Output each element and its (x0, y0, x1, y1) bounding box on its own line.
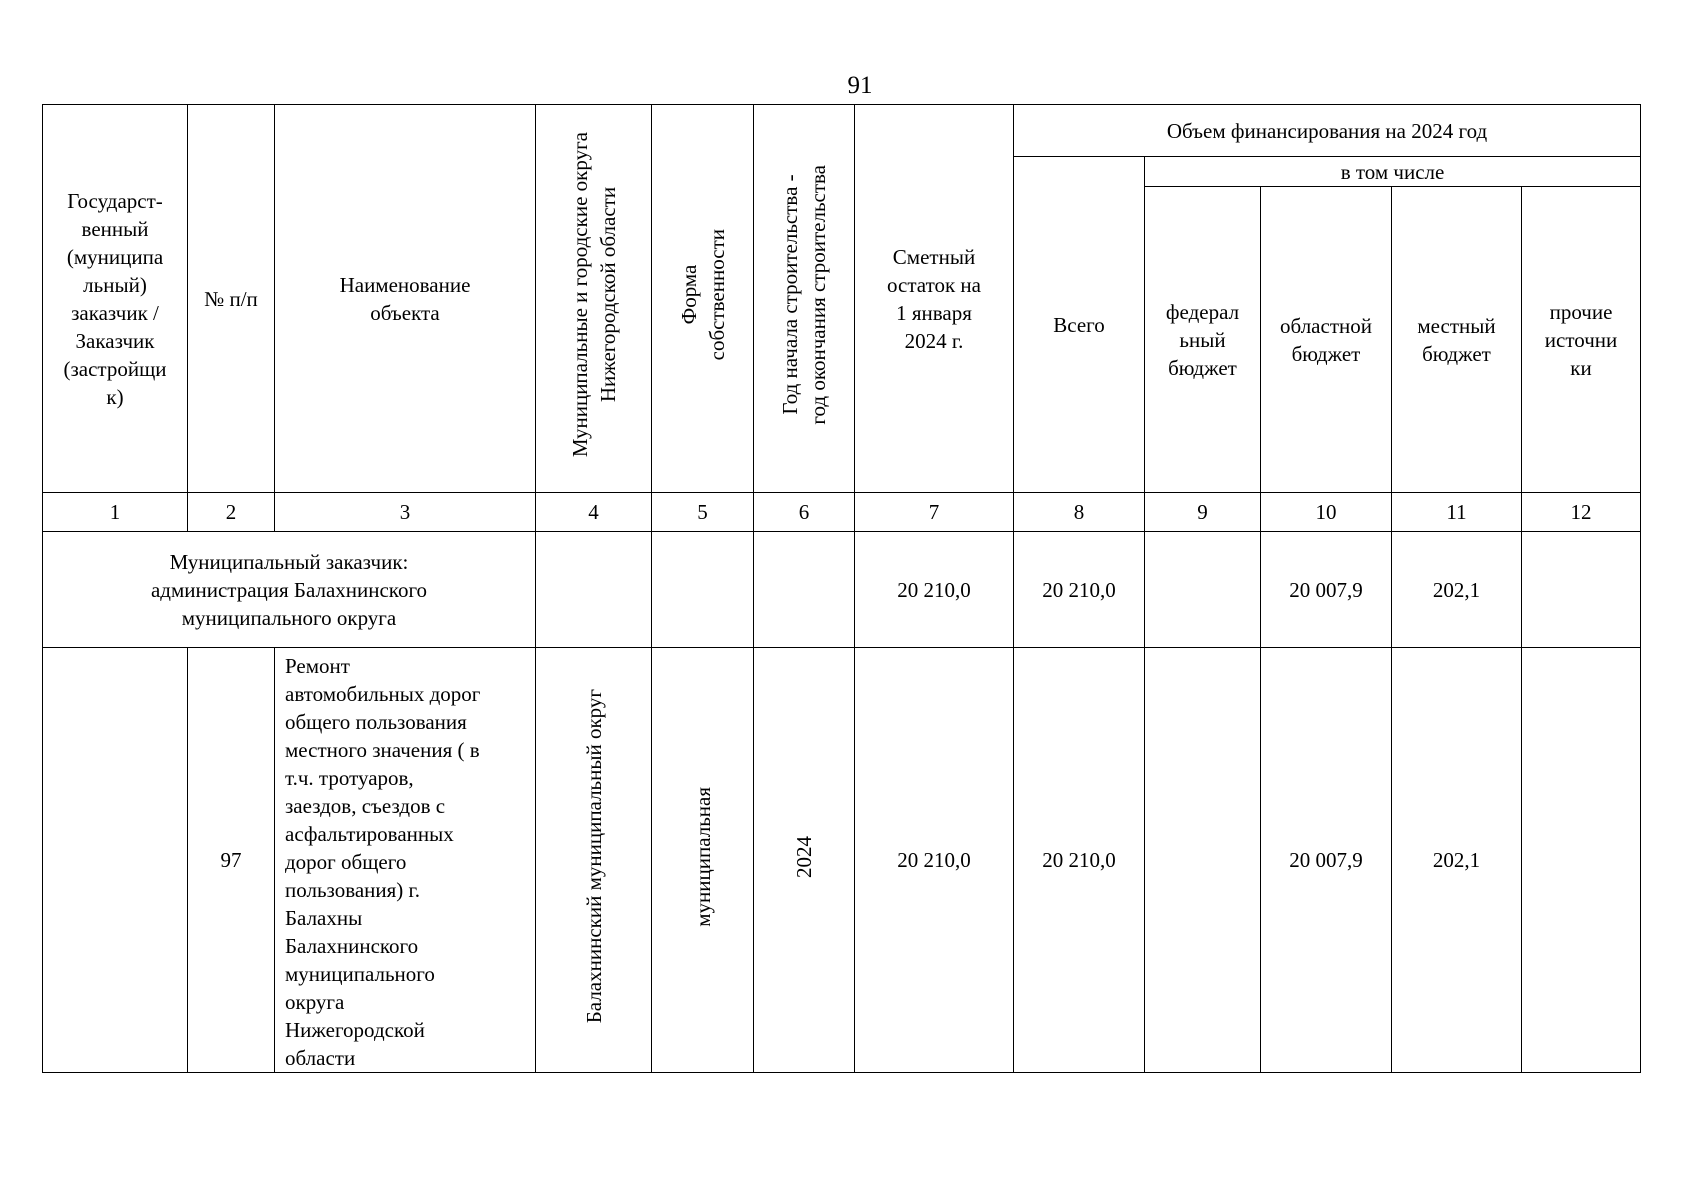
object-row (43, 648, 1641, 1073)
object-other (1522, 648, 1641, 1073)
column-number: 9 (1145, 493, 1261, 532)
object-years: 2024 (754, 648, 855, 1073)
header-number: № п/п (188, 105, 275, 493)
customer-row (43, 532, 1641, 648)
object-name: Ремонт автомобильных дорог общего пользования местного значения ( в т.ч. тротуаров, заездов, съездов с асфальтированных дорог общего пользования) г. Балахны Балахнинского муниципального округа Нижегородской области (275, 648, 536, 1073)
object-total: 20 210,0 (1014, 648, 1145, 1073)
object-local: 202,1 (1392, 648, 1522, 1073)
column-number: 2 (188, 493, 275, 532)
customer-municipality-cell (536, 532, 652, 648)
header-other: прочие источни ки (1522, 187, 1641, 493)
header-local: местный бюджет (1392, 187, 1522, 493)
column-number: 3 (275, 493, 536, 532)
financing-table (42, 104, 1641, 1073)
customer-label: Муниципальный заказчик: администрация Балахнинского муниципального округа (43, 532, 536, 648)
object-ownership: муниципальная (652, 648, 754, 1073)
customer-years-cell (754, 532, 855, 648)
header-customer: Государст- венный (муниципа льный) заказчик / Заказчик (застройщи к) (43, 105, 188, 493)
customer-federal (1145, 532, 1261, 648)
header-years: Год начала строительства - год окончания строительства (754, 105, 855, 493)
object-customer (43, 648, 188, 1073)
column-number: 12 (1522, 493, 1641, 532)
header-financing: Объем финансирования на 2024 год (1014, 105, 1641, 157)
column-number: 11 (1392, 493, 1522, 532)
customer-regional: 20 007,9 (1261, 532, 1392, 648)
object-municipality: Балахнинский муниципальный округ (536, 648, 652, 1073)
object-number: 97 (188, 648, 275, 1073)
column-number: 4 (536, 493, 652, 532)
header-regional: областной бюджет (1261, 187, 1392, 493)
column-number: 8 (1014, 493, 1145, 532)
object-regional: 20 007,9 (1261, 648, 1392, 1073)
header-estimate: Сметный остаток на 1 января 2024 г. (855, 105, 1014, 493)
header-ownership: Форма собственности (652, 105, 754, 493)
column-number: 7 (855, 493, 1014, 532)
page-number: 91 (847, 72, 873, 99)
customer-estimate: 20 210,0 (855, 532, 1014, 648)
customer-other (1522, 532, 1641, 648)
header-total: Всего (1014, 157, 1145, 493)
object-federal (1145, 648, 1261, 1073)
header-federal: федерал ьный бюджет (1145, 187, 1261, 493)
customer-ownership-cell (652, 532, 754, 648)
column-numbers-row (43, 493, 1641, 532)
header-object-name: Наименование объекта (275, 105, 536, 493)
object-estimate: 20 210,0 (855, 648, 1014, 1073)
header-municipalities: Муниципальные и городские округа Нижегородской области (536, 105, 652, 493)
column-number: 1 (43, 493, 188, 532)
customer-total: 20 210,0 (1014, 532, 1145, 648)
column-number: 10 (1261, 493, 1392, 532)
header-including: в том числе (1145, 157, 1641, 187)
column-number: 6 (754, 493, 855, 532)
column-number: 5 (652, 493, 754, 532)
customer-local: 202,1 (1392, 532, 1522, 648)
